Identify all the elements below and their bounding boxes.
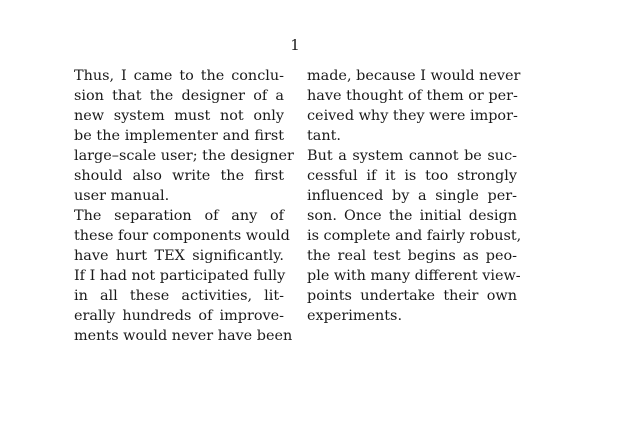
text-line: experiments. (307, 308, 403, 324)
text-line: be the implementer and first (74, 128, 284, 144)
text-line: have thought of them or per- (307, 88, 518, 104)
text-line: The separation of any of (74, 208, 284, 224)
text-line: user manual. (74, 188, 170, 204)
text-line: tant. (307, 128, 341, 144)
text-line: ceived why they were impor- (307, 108, 518, 124)
text-line: erally hundreds of improve- (74, 308, 284, 324)
text-line: ple with many different view- (307, 268, 521, 284)
text-line: the real test begins as peo- (307, 248, 517, 264)
text-line: cessful if it is too strongly (307, 168, 517, 184)
text-line: made, because I would never (307, 68, 521, 84)
page-number: 1 (290, 36, 300, 54)
text-line: points undertake their own (307, 288, 517, 304)
text-line: in all these activities, lit- (74, 288, 284, 304)
text-line: new system must not only (74, 108, 284, 124)
text-line: influenced by a single per- (307, 188, 517, 204)
left-column (74, 66, 294, 346)
text-line: If I had not participated fully (74, 268, 286, 284)
text-line: should also write the first (74, 168, 284, 184)
text-line: son. Once the initial design (307, 208, 517, 224)
text-line: large–scale user; the designer (74, 148, 294, 164)
text-line: sion that the designer of a (74, 88, 284, 104)
text-line: But a system cannot be suc- (307, 148, 517, 164)
text-line: these four components would (74, 228, 290, 244)
text-line: have hurt TEX significantly. (74, 248, 284, 264)
text-line: ments would never have been (74, 328, 293, 344)
text-line: is complete and fairly robust, (307, 228, 522, 244)
right-column (307, 66, 522, 326)
text-line: Thus, I came to the conclu- (74, 68, 284, 84)
